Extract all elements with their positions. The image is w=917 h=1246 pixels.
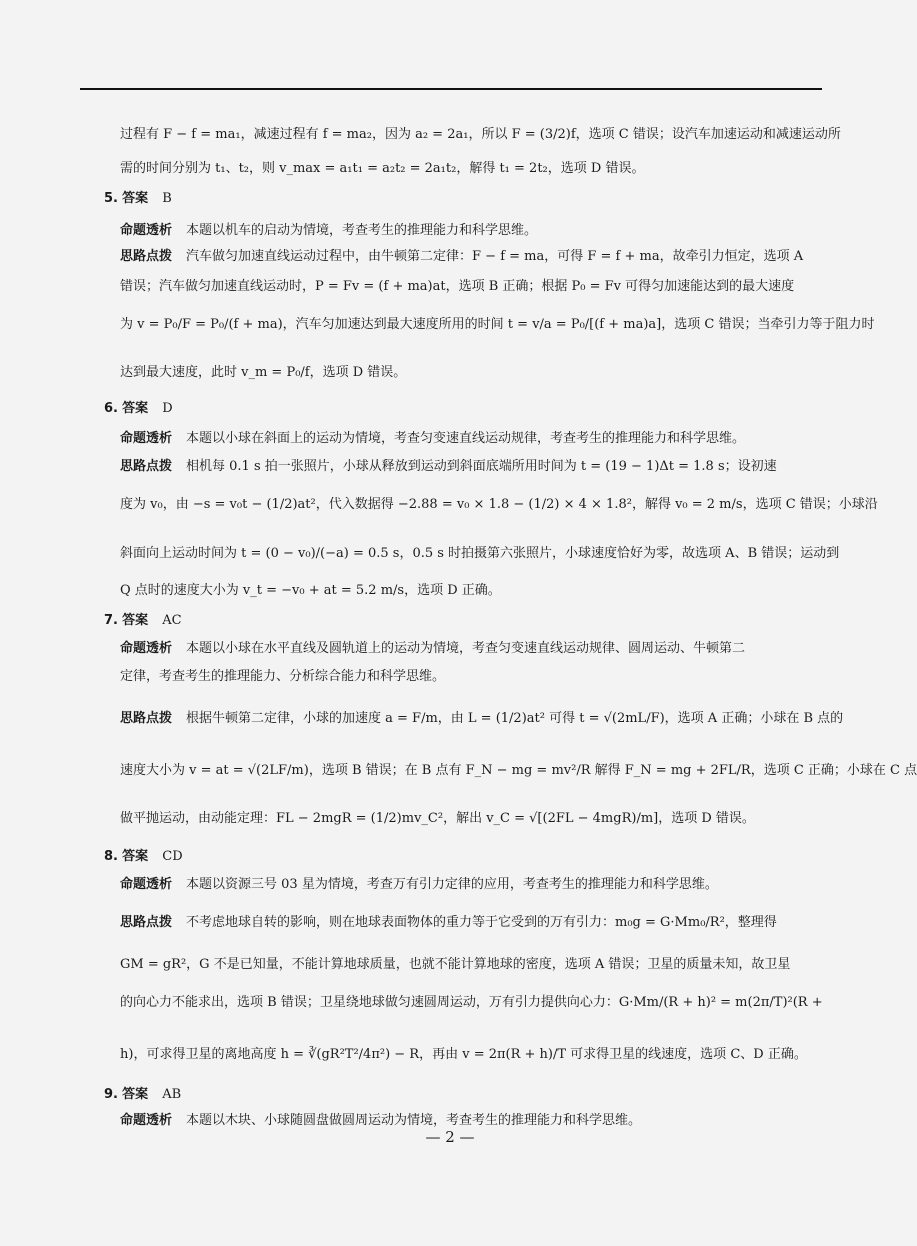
silu-line: 速度大小为 v = at = √(2LF/m)，选项 B 错误；在 B 点有 F_N − mg = mv²/R 解得 F_N = mg + 2FL/R，选项 C 正确；小球在 C 点 <box>120 763 917 778</box>
mingti-line <box>120 430 796 448</box>
answer-heading-6 <box>104 400 173 418</box>
mingti-label: 命题透析 <box>120 877 173 892</box>
answer-value: D <box>162 401 173 416</box>
answer-label: 答案 <box>122 613 149 628</box>
question-number: 9. <box>104 1087 118 1102</box>
mingti-text: 本题以机车的启动为情境，考查考生的推理能力和科学思维。 <box>186 223 538 238</box>
continuation-line: 过程有 F − f = ma₁，减速过程有 f = ma₂，因为 a₂ = 2a₁，所以 F = (3/2)f，选项 C 错误；设汽车加速运动和减速运动所 <box>120 127 841 142</box>
answer-value: AB <box>162 1087 182 1102</box>
silu-line <box>120 458 796 476</box>
silu-text: 根据牛顿第二定律，小球的加速度 a = F/m，由 L = (1/2)at² 可得 t = √(2mL/F)，选项 A 正确；小球在 B 点的 <box>186 711 844 726</box>
silu-label: 思路点拨 <box>120 249 173 264</box>
silu-line: Q 点时的速度大小为 v_t = −v₀ + at = 5.2 m/s，选项 D 正确。 <box>120 583 501 598</box>
question-number: 6. <box>104 401 118 416</box>
silu-line: 达到最大速度，此时 v_m = P₀/f，选项 D 错误。 <box>120 365 407 380</box>
mingti-line <box>120 222 796 240</box>
silu-text: 汽车做匀加速直线运动过程中，由牛顿第二定律：F − f = ma，可得 F = f + ma，故牵引力恒定，选项 A <box>186 249 804 264</box>
question-number: 5. <box>104 191 118 206</box>
mingti-line: 定律，考查考生的推理能力、分析综合能力和科学思维。 <box>120 669 446 684</box>
mingti-text: 本题以木块、小球随圆盘做圆周运动为情境，考查考生的推理能力和科学思维。 <box>186 1113 642 1128</box>
silu-line: 的向心力不能求出，选项 B 错误；卫星绕地球做匀速圆周运动，万有引力提供向心力：G·Mm/(R + h)² = m(2π/T)²(R + <box>120 995 823 1010</box>
silu-line: 斜面向上运动时间为 t = (0 − v₀)/(−a) = 0.5 s，0.5 s 时拍摄第六张照片，小球速度恰好为零，故选项 A、B 错误；运动到 <box>120 546 840 561</box>
answer-label: 答案 <box>122 401 149 416</box>
silu-line <box>120 914 796 932</box>
answer-heading-5 <box>104 190 172 208</box>
continuation-line: 需的时间分别为 t₁、t₂，则 v_max = a₁t₁ = a₂t₂ = 2a₁t₂，解得 t₁ = 2t₂，选项 D 错误。 <box>120 161 645 176</box>
silu-text: 相机每 0.1 s 拍一张照片，小球从释放到运动到斜面底端所用时间为 t = (19 − 1)Δt = 1.8 s；设初速 <box>186 459 777 474</box>
question-number: 8. <box>104 849 118 864</box>
mingti-text: 本题以小球在水平直线及圆轨道上的运动为情境，考查匀变速直线运动规律、圆周运动、牛顿第二 <box>186 641 746 656</box>
silu-line <box>120 248 804 266</box>
silu-line: GM = gR²，G 不是已知量，不能计算地球质量，也就不能计算地球的密度，选项 A 错误；卫星的质量未知，故卫星 <box>120 957 791 972</box>
question-number: 7. <box>104 613 118 628</box>
mingti-label: 命题透析 <box>120 223 173 238</box>
answer-value: AC <box>162 613 182 628</box>
silu-line: 错误；汽车做匀加速直线运动时，P = Fv = (f + ma)at，选项 B 正确；根据 P₀ = Fv 可得匀加速能达到的最大速度 <box>120 279 795 294</box>
mingti-label: 命题透析 <box>120 641 173 656</box>
page-number: — 2 — <box>425 1128 475 1146</box>
mingti-line <box>120 640 796 658</box>
answer-label: 答案 <box>122 1087 149 1102</box>
answer-label: 答案 <box>122 849 149 864</box>
mingti-label: 命题透析 <box>120 1113 173 1128</box>
silu-label: 思路点拨 <box>120 459 173 474</box>
answer-value: B <box>162 191 172 206</box>
silu-line: 做平抛运动，由动能定理：FL − 2mgR = (1/2)mv_C²，解出 v_C = √[(2FL − 4mgR)/m]，选项 D 错误。 <box>120 811 755 826</box>
mingti-text: 本题以小球在斜面上的运动为情境，考查匀变速直线运动规律，考查考生的推理能力和科学思维。 <box>186 431 746 446</box>
mingti-label: 命题透析 <box>120 431 173 446</box>
mingti-text: 本题以资源三号 03 星为情境，考查万有引力定律的应用，考查考生的推理能力和科学思维。 <box>186 877 718 892</box>
answer-heading-7 <box>104 612 182 630</box>
mingti-line <box>120 876 796 894</box>
silu-label: 思路点拨 <box>120 915 173 930</box>
silu-line: 度为 v₀，由 −s = v₀t − (1/2)at²，代入数据得 −2.88 = v₀ × 1.8 − (1/2) × 4 × 1.8²，解得 v₀ = 2 m/s，选项 C 错误；小球沿 <box>120 497 878 512</box>
silu-line: 为 v = P₀/F = P₀/(f + ma)，汽车匀加速达到最大速度所用的时间 t = v/a = P₀/[(f + ma)a]，选项 C 错误；当牵引力等于阻力时 <box>120 317 875 332</box>
answer-value: CD <box>162 849 183 864</box>
silu-label: 思路点拨 <box>120 711 173 726</box>
silu-line <box>120 710 844 728</box>
silu-text: 不考虑地球自转的影响，则在地球表面物体的重力等于它受到的万有引力：m₀g = G·Mm₀/R²，整理得 <box>186 915 777 930</box>
answer-label: 答案 <box>122 191 149 206</box>
answer-heading-8 <box>104 848 183 866</box>
answer-heading-9 <box>104 1086 181 1104</box>
silu-line: h)，可求得卫星的离地高度 h = ∛(gR²T²/4π²) − R，再由 v = 2π(R + h)/T 可求得卫星的线速度，选项 C、D 正确。 <box>120 1047 807 1062</box>
